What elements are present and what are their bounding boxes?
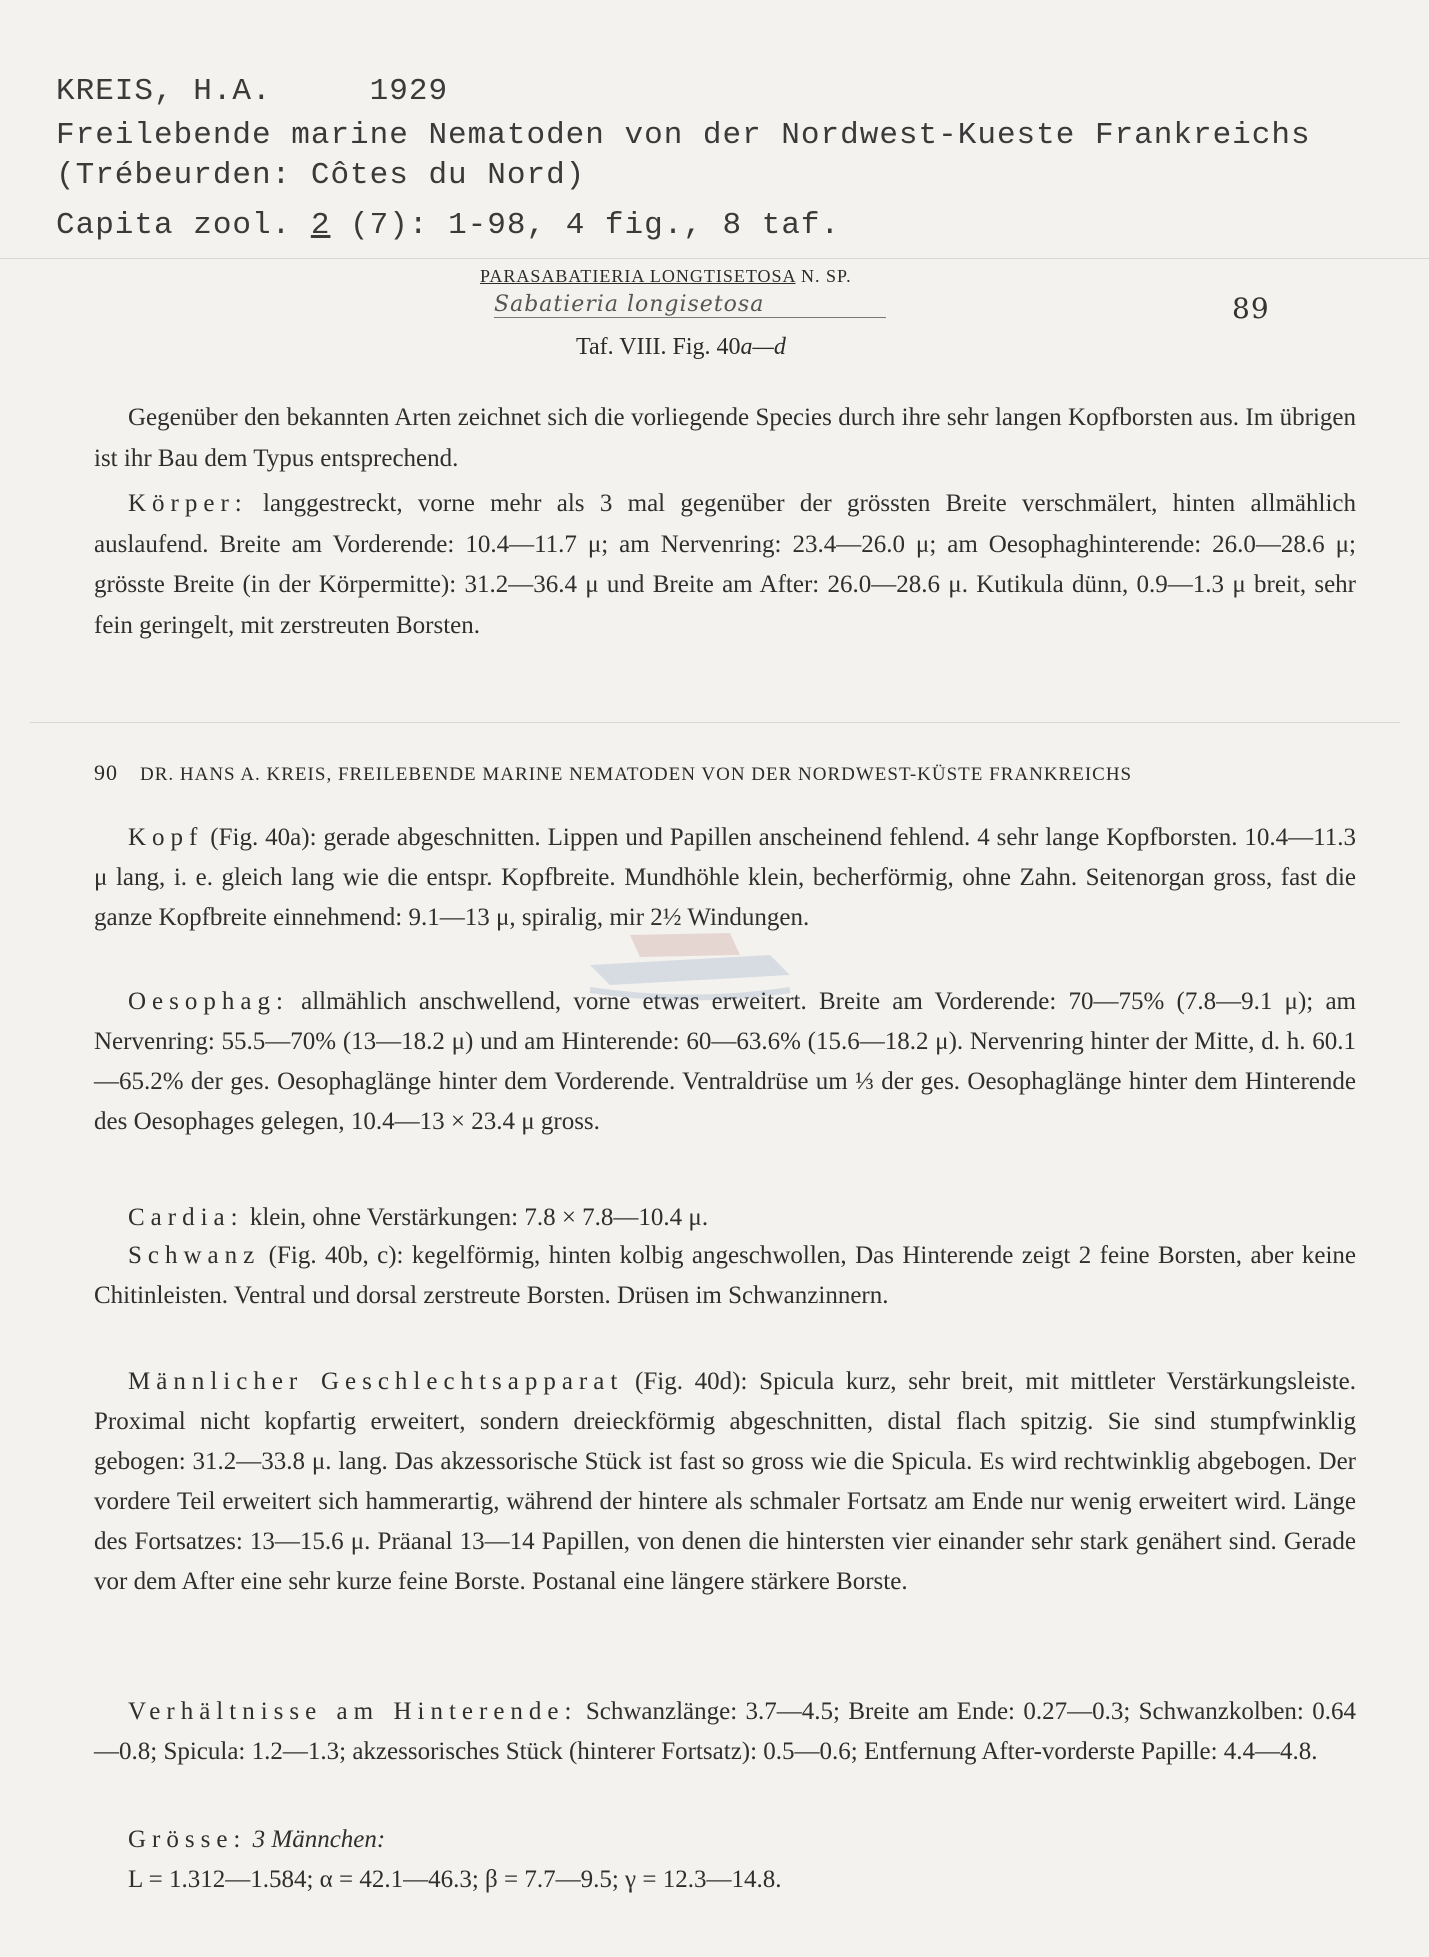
citation-source-prefix: Capita zool. [56,208,311,243]
handwritten-species-name: Sabatieria longisetosa [494,292,886,318]
groesse-heading [94,1820,1356,1860]
oesophag-text: allmählich anschwellend, vorne etwas erweitert. Breite am Vorderende: 70—75% (7.8—9.1 μ); am Nervenring: 55.5—70% (13—18.2 μ) und am Hinterende: 60—63.6% (15.6—18.2 μ). Nervenring hinter der Mitte, d. h. 60.1—65.2% der ges. Oesophaglänge hinter dem Vorderende. Ventraldrüse um ⅓ der ges. Oesophaglänge hinter dem Hinterende des Oesophages gelegen, 10.4—13 × 23.4 μ gross. [94,988,1356,1135]
page-divider [30,722,1400,723]
plate-reference-prefix: Taf. VIII. Fig. 40 [576,334,741,360]
running-head-title: DR. HANS A. KREIS, FREILEBENDE MARINE NEMATODEN VON DER NORDWEST-KÜSTE FRANKREICHS [140,764,1133,785]
kopf-label: Kopf [128,824,204,851]
cardia-text: klein, ohne Verstärkungen: 7.8 × 7.8—10.4 μ. [243,1204,709,1231]
maennlich-paragraph [94,1362,1356,1602]
schwanz-label: Schwanz [128,1242,261,1269]
maennlich-label: Männlicher Geschlechtsapparat [128,1368,624,1395]
schwanz-text: (Fig. 40b, c): kegelförmig, hinten kolbig angeschwollen, Das Hinterende zeigt 2 feine Borsten, aber keine Chitinleisten. Ventral und dorsal zerstreute Borsten. Drüsen im Schwanzinnern. [94,1242,1356,1309]
verhaeltnisse-paragraph [94,1692,1356,1772]
citation-author-year: KREIS, H.A. 1929 [56,74,449,109]
header-divider [0,258,1429,259]
kopf-paragraph [94,818,1356,938]
species-heading [480,266,852,287]
plate-reference [576,334,786,361]
running-head-number: 90 [94,760,118,785]
citation-title-line1: Freilebende marine Nematoden von der Nordwest-Kueste Frankreichs [56,118,1311,153]
koerper-text: langgestreckt, vorne mehr als 3 mal gegenüber der grössten Breite verschmälert, hinten allmählich auslaufend. Breite am Vorderende: 10.4—11.7 μ; am Nervenring: 23.4—26.0 μ; am Oesophaghinterende: 26.0—28.6 μ; grösste Breite (in der Körpermitte): 31.2—36.4 μ und Breite am After: 26.0—28.6 μ. Kutikula dünn, 0.9—1.3 μ breit, sehr fein geringelt, mit zerstreuten Borsten. [94,490,1356,639]
cardia-label: Cardia: [128,1204,244,1231]
oesophag-paragraph [94,982,1356,1142]
citation-volume: 2 [310,208,331,243]
groesse-sub: 3 Männchen: [252,1826,386,1853]
citation-source-suffix: (7): 1-98, 4 fig., 8 taf. [330,208,841,243]
species-heading-name: PARASABATIERIA LONGTISETOSA [480,266,796,286]
cardia-paragraph [94,1198,1356,1238]
citation-source [56,208,840,243]
running-head [94,760,1356,786]
koerper-paragraph [94,484,1356,646]
maennlich-text: (Fig. 40d): Spicula kurz, sehr breit, mit mittleter Verstärkungsleiste. Proximal nicht kopfartig erweitert, sondern dreieckförmig abgeschnitten, distal flach spitzig. Sie sind stumpfwinklig gebogen: 31.2—33.8 μ. lang. Das akzessorische Stück ist fast so gross wie die Spicula. Es wird rechtwinklig abgebogen. Der vordere Teil erweitert sich hammerartig, während der hintere als schmaler Fortsatz am Ende nur wenig erweitert wird. Länge des Fortsatzes: 13—15.6 μ. Präanal 13—14 Papillen, von denen die hintersten vier einander sehr stark genähert sind. Gerade vor dem After eine sehr kurze feine Borste. Postanal eine längere stärkere Borste. [94,1368,1356,1595]
kopf-text: (Fig. 40a): gerade abgeschnitten. Lippen und Papillen anscheinend fehlend. 4 sehr lange Kopfborsten. 10.4—11.3 μ lang, i. e. gleich lang wie die entspr. Kopfbreite. Mundhöhle klein, becherförmig, ohne Zahn. Seitenorgan gross, fast die ganze Kopfbreite einnehmend: 9.1—13 μ, spiralig, mir 2½ Windungen. [94,824,1356,931]
koerper-label: Körper: [128,490,248,517]
plate-reference-suffix: a—d [740,334,786,360]
intro-paragraph: Gegenüber den bekannten Arten zeichnet sich die vorliegende Species durch ihre sehr langen Kopfborsten aus. Im übrigen ist ihr Bau dem Typus entsprechend. [94,404,1356,472]
schwanz-paragraph [94,1236,1356,1316]
groesse-values: L = 1.312—1.584; α = 42.1—46.3; β = 7.7—9.5; γ = 12.3—14.8. [128,1866,782,1893]
citation-title-line2: (Trébeurden: Côtes du Nord) [56,158,586,193]
handwritten-page-number: 89 [1232,292,1270,325]
groesse-label: Grösse: [128,1826,247,1853]
verhaeltnisse-label: Verhältnisse am Hinterende: [128,1698,578,1725]
oesophag-label: Oesophag: [128,988,289,1015]
species-heading-suffix: N. SP. [795,266,852,286]
verhaeltnisse-text: Schwanzlänge: 3.7—4.5; Breite am Ende: 0.27—0.3; Schwanzkolben: 0.64—0.8; Spicula: 1.2—1.3; akzessorisches Stück (hinterer Fortsatz): 0.5—0.6; Entfernung After-vorderste Papille: 4.4—4.8. [94,1698,1356,1765]
